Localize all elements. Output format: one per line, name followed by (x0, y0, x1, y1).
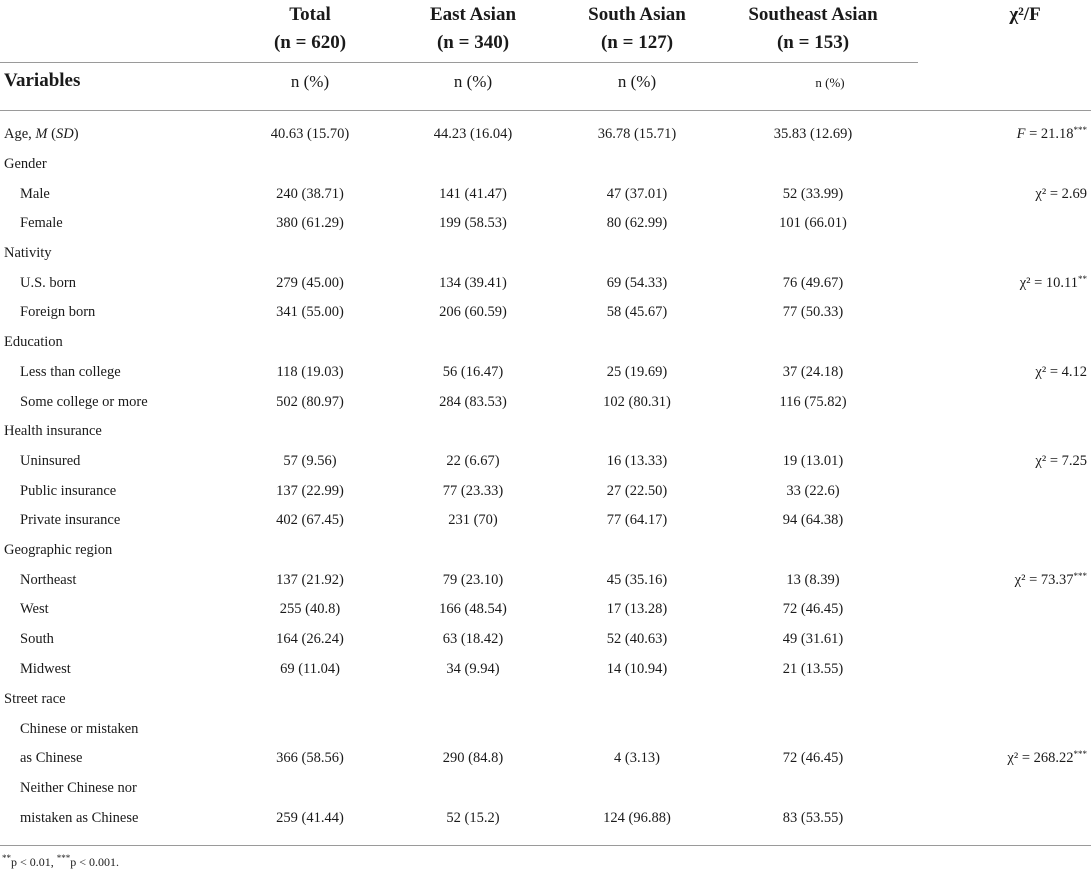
row-label-age: Age, M (SD) (4, 126, 79, 142)
some-college-east-asian: 284 (83.53) (439, 394, 507, 410)
uninsured-southeast-asian: 19 (13.01) (782, 453, 844, 469)
age-southeast-asian: 35.83 (12.69) (773, 126, 853, 142)
chinese-southeast-asian: 72 (46.45) (782, 750, 844, 766)
us-born-south-asian: 69 (54.33) (606, 275, 668, 291)
row-label-less-than-college: Less than college (20, 364, 121, 380)
row-label-private-insurance: Private insurance (20, 512, 121, 528)
col-n-east-asian: (n = 340) (436, 32, 510, 53)
some-college-southeast-asian: 116 (75.82) (779, 394, 847, 410)
education-stat: χ² = 4.12 (1035, 364, 1087, 380)
uninsured-total: 57 (9.56) (283, 453, 337, 469)
nativity-stat: χ² = 10.11** (1019, 274, 1087, 291)
public-total: 137 (22.99) (276, 483, 344, 499)
midwest-east-asian: 34 (9.94) (446, 661, 500, 677)
female-east-asian: 199 (58.53) (439, 215, 507, 231)
northeast-total: 137 (21.92) (276, 572, 344, 588)
male-south-asian: 47 (37.01) (606, 186, 668, 202)
foreign-born-east-asian: 206 (60.59) (439, 304, 507, 320)
midwest-south-asian: 14 (10.94) (606, 661, 668, 677)
west-east-asian: 166 (48.54) (439, 601, 507, 617)
row-label-northeast: Northeast (20, 572, 77, 588)
subheader-south-asian: n (%) (617, 72, 657, 91)
chinese-east-asian: 290 (84.8) (442, 750, 504, 766)
neither-east-asian: 52 (15.2) (446, 810, 500, 826)
private-east-asian: 231 (70) (448, 512, 498, 528)
header-bottom-rule (0, 110, 1091, 111)
less-college-total: 118 (19.03) (276, 364, 344, 380)
footnote: **p < 0.01, ***p < 0.001. (2, 853, 120, 869)
row-label-midwest: Midwest (20, 661, 71, 677)
neither-total: 259 (41.44) (276, 810, 344, 826)
group-label-nativity: Nativity (4, 245, 52, 261)
west-southeast-asian: 72 (46.45) (782, 601, 844, 617)
male-total: 240 (38.71) (276, 186, 344, 202)
row-label-south: South (20, 631, 54, 647)
northeast-east-asian: 79 (23.10) (442, 572, 504, 588)
us-born-southeast-asian: 76 (49.67) (782, 275, 844, 291)
age-stat: F = 21.18*** (1016, 125, 1087, 142)
foreign-born-southeast-asian: 77 (50.33) (782, 304, 844, 320)
group-label-education: Education (4, 334, 63, 350)
private-total: 402 (67.45) (276, 512, 344, 528)
uninsured-east-asian: 22 (6.67) (446, 453, 500, 469)
neither-southeast-asian: 83 (53.55) (782, 810, 844, 826)
public-south-asian: 27 (22.50) (606, 483, 668, 499)
street-race-stat: χ² = 268.22*** (1007, 749, 1087, 766)
region-stat: χ² = 73.37*** (1014, 571, 1087, 588)
south-southeast-asian: 49 (31.61) (782, 631, 844, 647)
row-label-public-insurance: Public insurance (20, 483, 117, 499)
northeast-south-asian: 45 (35.16) (606, 572, 668, 588)
age-total: 40.63 (15.70) (270, 126, 350, 142)
midwest-southeast-asian: 21 (13.55) (782, 661, 844, 677)
northeast-southeast-asian: 13 (8.39) (786, 572, 840, 588)
male-east-asian: 141 (41.47) (439, 186, 507, 202)
foreign-born-total: 341 (55.00) (276, 304, 344, 320)
row-label-male: Male (20, 186, 50, 202)
group-label-street-race: Street race (4, 691, 66, 707)
table-bottom-rule (0, 845, 1091, 846)
group-label-health-insurance: Health insurance (4, 423, 102, 439)
top-header-divider (0, 62, 918, 63)
south-south-asian: 52 (40.63) (606, 631, 668, 647)
row-label-west: West (20, 601, 49, 617)
us-born-total: 279 (45.00) (276, 275, 344, 291)
subheader-southeast-asian: n (%) (815, 75, 845, 90)
row-label-female: Female (20, 215, 63, 231)
age-east-asian: 44.23 (16.04) (433, 126, 513, 142)
private-south-asian: 77 (64.17) (606, 512, 668, 528)
row-label-neither-line1: Neither Chinese nor (20, 780, 137, 796)
age-south-asian: 36.78 (15.71) (597, 126, 677, 142)
row-label-foreign-born: Foreign born (20, 304, 96, 320)
row-label-some-college: Some college or more (20, 394, 148, 410)
gender-stat: χ² = 2.69 (1035, 186, 1087, 202)
row-label-us-born: U.S. born (20, 275, 76, 291)
subheader-east-asian: n (%) (453, 72, 493, 91)
col-header-total: Total (289, 4, 331, 25)
chinese-total: 366 (58.56) (276, 750, 344, 766)
less-college-east-asian: 56 (16.47) (442, 364, 504, 380)
neither-south-asian: 124 (96.88) (603, 810, 671, 826)
col-n-total: (n = 620) (273, 32, 347, 53)
public-southeast-asian: 33 (22.6) (786, 483, 840, 499)
chinese-south-asian: 4 (3.13) (614, 750, 660, 766)
col-header-stat: χ²/F (1009, 4, 1041, 25)
row-label-chinese-line2: as Chinese (20, 750, 83, 766)
col-header-southeast-asian: Southeast Asian (748, 4, 878, 25)
female-southeast-asian: 101 (66.01) (779, 215, 847, 231)
group-label-geographic-region: Geographic region (4, 542, 113, 558)
col-n-south-asian: (n = 127) (600, 32, 674, 53)
some-college-south-asian: 102 (80.31) (603, 394, 671, 410)
south-total: 164 (26.24) (276, 631, 344, 647)
insurance-stat: χ² = 7.25 (1035, 453, 1087, 469)
some-college-total: 502 (80.97) (276, 394, 344, 410)
col-header-south-asian: South Asian (588, 4, 686, 25)
foreign-born-south-asian: 58 (45.67) (606, 304, 668, 320)
public-east-asian: 77 (23.33) (442, 483, 504, 499)
row-label-uninsured: Uninsured (20, 453, 81, 469)
col-header-east-asian: East Asian (429, 4, 517, 25)
group-label-gender: Gender (4, 156, 47, 172)
row-label-chinese-line1: Chinese or mistaken (20, 721, 139, 737)
uninsured-south-asian: 16 (13.33) (606, 453, 668, 469)
female-south-asian: 80 (62.99) (606, 215, 668, 231)
south-east-asian: 63 (18.42) (442, 631, 504, 647)
variables-header: Variables (4, 70, 81, 91)
west-total: 255 (40.8) (279, 601, 341, 617)
us-born-east-asian: 134 (39.41) (439, 275, 507, 291)
less-college-south-asian: 25 (19.69) (606, 364, 668, 380)
row-label-neither-line2: mistaken as Chinese (20, 810, 139, 826)
female-total: 380 (61.29) (276, 215, 344, 231)
less-college-southeast-asian: 37 (24.18) (782, 364, 844, 380)
private-southeast-asian: 94 (64.38) (782, 512, 844, 528)
col-n-southeast-asian: (n = 153) (776, 32, 850, 53)
male-southeast-asian: 52 (33.99) (782, 186, 844, 202)
west-south-asian: 17 (13.28) (606, 601, 668, 617)
subheader-total: n (%) (290, 72, 330, 91)
midwest-total: 69 (11.04) (280, 661, 340, 677)
